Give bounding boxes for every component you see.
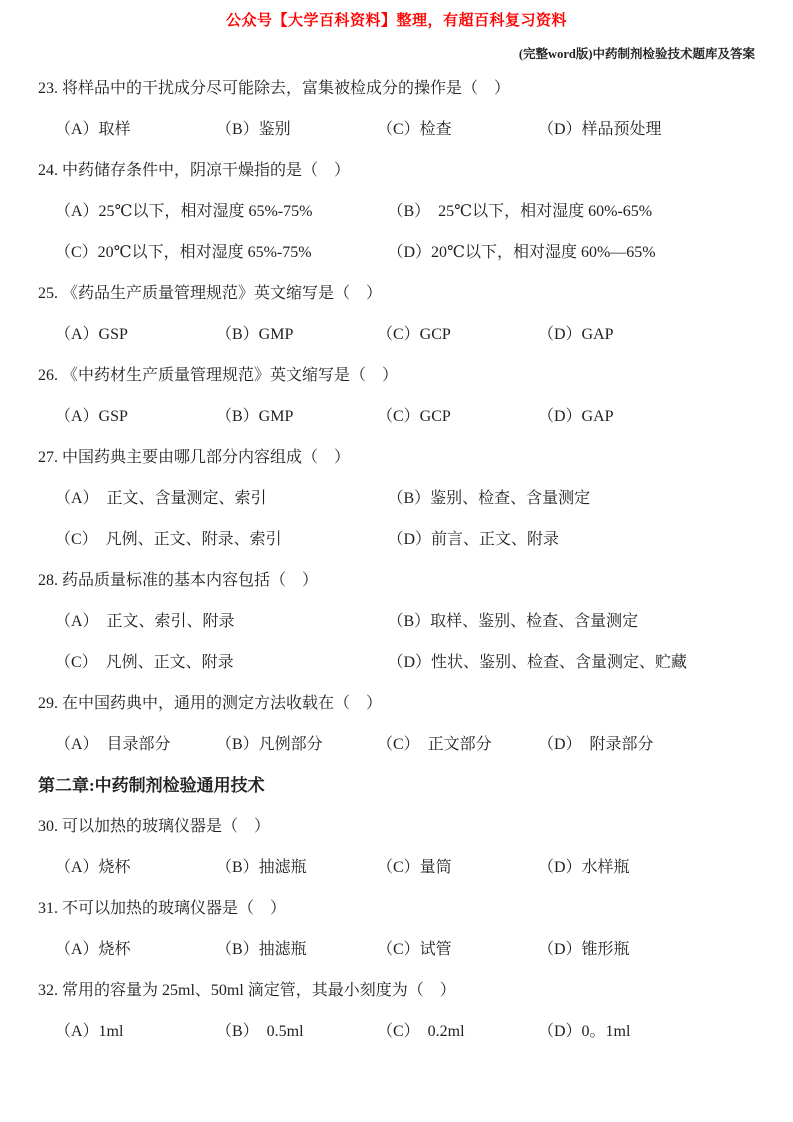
option-row	[38, 189, 755, 230]
answer-option: （A） 正文、含量测定、索引	[55, 490, 267, 507]
answer-option: （D）0。1ml	[538, 1023, 631, 1040]
section-heading: 第二章:中药制剂检验通用技术	[38, 776, 265, 795]
answer-option: （D）20℃以下，相对湿度 60%—65%	[387, 244, 656, 261]
question-block	[38, 886, 755, 968]
question-text: 28. 药品质量标准的基本内容包括（ ）	[38, 572, 319, 589]
answer-option: （A） 正文、索引、附录	[55, 613, 235, 630]
answer-option: （C） 凡例、正文、附录、索引	[55, 531, 282, 548]
answer-option: （A）1ml	[55, 1023, 124, 1040]
header-note: 公众号【大学百科资料】整理，有超百科复习资料	[225, 13, 567, 29]
answer-option: （A）GSP	[55, 326, 128, 343]
answer-option: （D）性状、鉴别、检查、含量测定、贮藏	[387, 654, 688, 671]
question-block	[38, 148, 755, 271]
option-row	[38, 722, 755, 763]
question-block	[38, 804, 755, 886]
answer-option: （C）20℃以下，相对湿度 65%-75%	[55, 244, 312, 261]
answer-option: （D）GAP	[538, 326, 614, 343]
answer-option: （D）锥形瓶	[538, 941, 630, 958]
answer-option: （C）检查	[377, 121, 452, 138]
option-row	[38, 1009, 755, 1050]
question-text: 25. 《药品生产质量管理规范》英文缩写是（ ）	[38, 285, 383, 302]
option-row	[38, 599, 755, 640]
option-row	[38, 476, 755, 517]
answer-option: （C）GCP	[377, 326, 451, 343]
answer-option: （C） 凡例、正文、附录	[55, 654, 234, 671]
option-row	[38, 517, 755, 558]
question-block	[38, 968, 755, 1050]
question-text: 26. 《中药材生产质量管理规范》英文缩写是（ ）	[38, 367, 399, 384]
answer-option: （C） 正文部分	[377, 736, 492, 753]
answer-option: （A）烧杯	[55, 859, 131, 876]
answer-option: （C）GCP	[377, 408, 451, 425]
answer-option: （D）水样瓶	[538, 859, 630, 876]
answer-option: （D）前言、正文、附录	[387, 531, 560, 548]
answer-option: （D）GAP	[538, 408, 614, 425]
question-block	[38, 66, 755, 148]
answer-option: （A） 目录部分	[55, 736, 171, 753]
answer-option: （B）抽滤瓶	[216, 859, 307, 876]
question-text: 29. 在中国药典中，通用的测定方法收载在（ ）	[38, 695, 383, 712]
answer-option: （A）GSP	[55, 408, 128, 425]
option-row	[38, 927, 755, 968]
answer-option: （A）25℃以下，相对湿度 65%-75%	[55, 203, 313, 220]
question-text: 24. 中药储存条件中，阴凉干燥指的是（ ）	[38, 162, 351, 179]
question-block	[38, 435, 755, 558]
option-row	[38, 394, 755, 435]
option-row	[38, 640, 755, 681]
question-text: 31. 不可以加热的玻璃仪器是（ ）	[38, 900, 287, 917]
question-text: 27. 中国药典主要由哪几部分内容组成（ ）	[38, 449, 351, 466]
answer-option: （C） 0.2ml	[377, 1023, 465, 1040]
answer-option: （B）凡例部分	[216, 736, 323, 753]
answer-option: （B）抽滤瓶	[216, 941, 307, 958]
option-row	[38, 312, 755, 353]
answer-option: （B）GMP	[216, 408, 294, 425]
question-block	[38, 271, 755, 353]
answer-option: （A）取样	[55, 121, 131, 138]
question-block	[38, 353, 755, 435]
answer-option: （C）试管	[377, 941, 452, 958]
document-content	[38, 66, 755, 1050]
option-row	[38, 230, 755, 271]
question-text: 30. 可以加热的玻璃仪器是（ ）	[38, 818, 271, 835]
question-block	[38, 558, 755, 681]
answer-option: （B）鉴别	[216, 121, 291, 138]
question-text: 32. 常用的容量为 25ml、50ml 滴定管，其最小刻度为（ ）	[38, 982, 456, 999]
answer-option: （B）取样、鉴别、检查、含量测定	[387, 613, 639, 630]
option-row	[38, 845, 755, 886]
answer-option: （D） 附录部分	[538, 736, 654, 753]
doc-title: (完整word版)中药制剂检验技术题库及答案	[518, 47, 755, 61]
question-block	[38, 681, 755, 763]
answer-option: （B）GMP	[216, 326, 294, 343]
answer-option: （B）鉴别、检查、含量测定	[387, 490, 591, 507]
answer-option: （A）烧杯	[55, 941, 131, 958]
question-text: 23. 将样品中的干扰成分尽可能除去，富集被检成分的操作是（ ）	[38, 80, 511, 97]
answer-option: （C）量筒	[377, 859, 452, 876]
option-row	[38, 107, 755, 148]
answer-option: （D）样品预处理	[538, 121, 662, 138]
answer-option: （B） 25℃以下，相对湿度 60%-65%	[387, 203, 653, 220]
answer-option: （B） 0.5ml	[216, 1023, 304, 1040]
